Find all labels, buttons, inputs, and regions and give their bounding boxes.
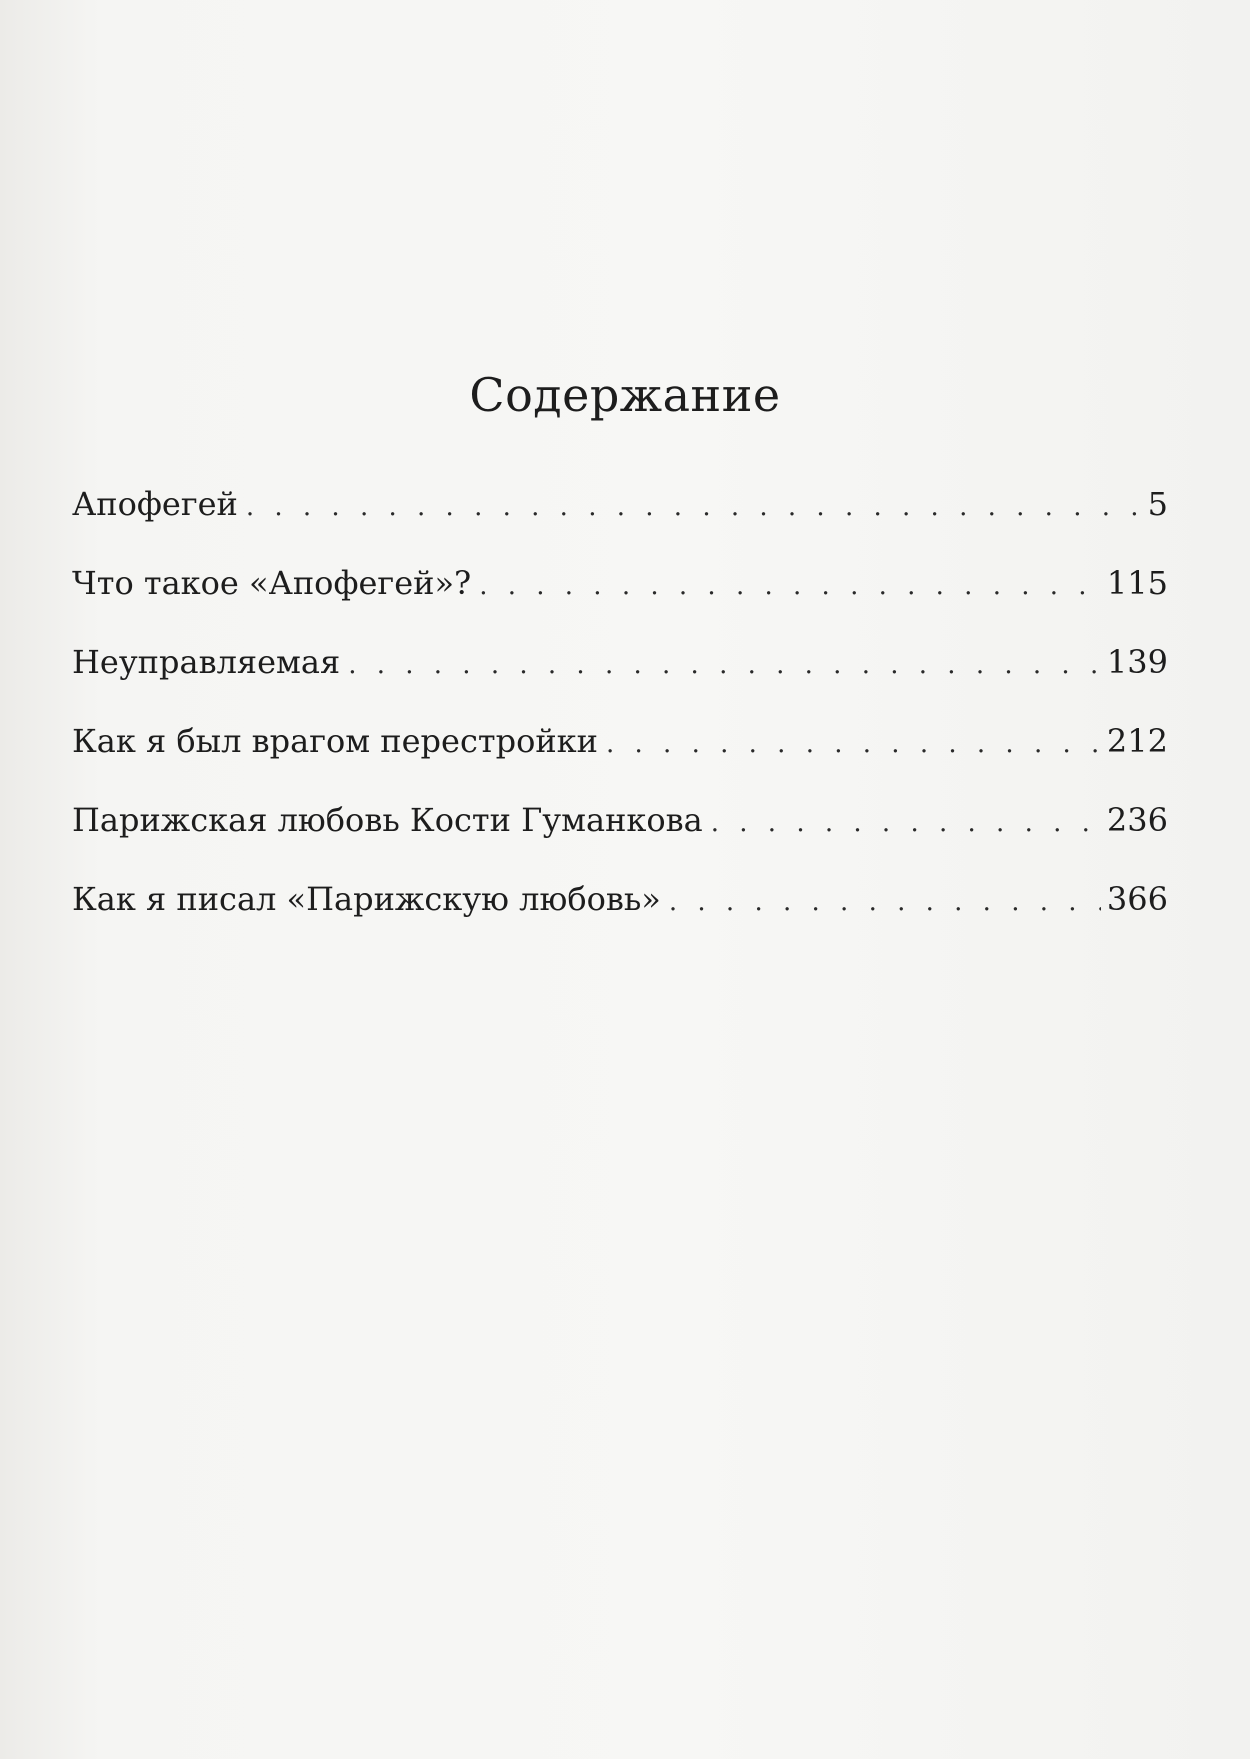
dot-leader — [711, 810, 1101, 836]
toc-entry-title: Парижская любовь Кости Гуманкова — [72, 801, 703, 839]
dot-leader — [246, 494, 1142, 520]
toc-entry-page: 236 — [1106, 801, 1168, 839]
toc-entry — [72, 801, 1168, 883]
toc-entry-page: 212 — [1106, 722, 1168, 760]
toc-entry-page: 5 — [1147, 485, 1168, 523]
toc-entry — [72, 643, 1168, 725]
toc-entry-page: 366 — [1106, 880, 1168, 918]
toc-entry — [72, 880, 1168, 962]
table-of-contents — [72, 485, 1168, 962]
toc-entry — [72, 722, 1168, 804]
toc-entry-title: Что такое «Апофегей»? — [72, 564, 472, 602]
toc-entry — [72, 564, 1168, 646]
dot-leader — [669, 889, 1101, 915]
toc-entry-page: 139 — [1106, 643, 1168, 681]
toc-entry-title: Как я был врагом перестройки — [72, 722, 598, 760]
contents-heading: Содержание — [469, 368, 781, 422]
toc-entry-title: Апофегей — [72, 485, 238, 523]
toc-entry-title: Неуправляемая — [72, 643, 341, 681]
dot-leader — [348, 652, 1101, 678]
toc-entry — [72, 485, 1168, 567]
toc-entry-title: Как я писал «Парижскую любовь» — [72, 880, 661, 918]
toc-entry-page: 115 — [1106, 564, 1168, 602]
dot-leader — [606, 731, 1101, 757]
dot-leader — [479, 573, 1101, 599]
